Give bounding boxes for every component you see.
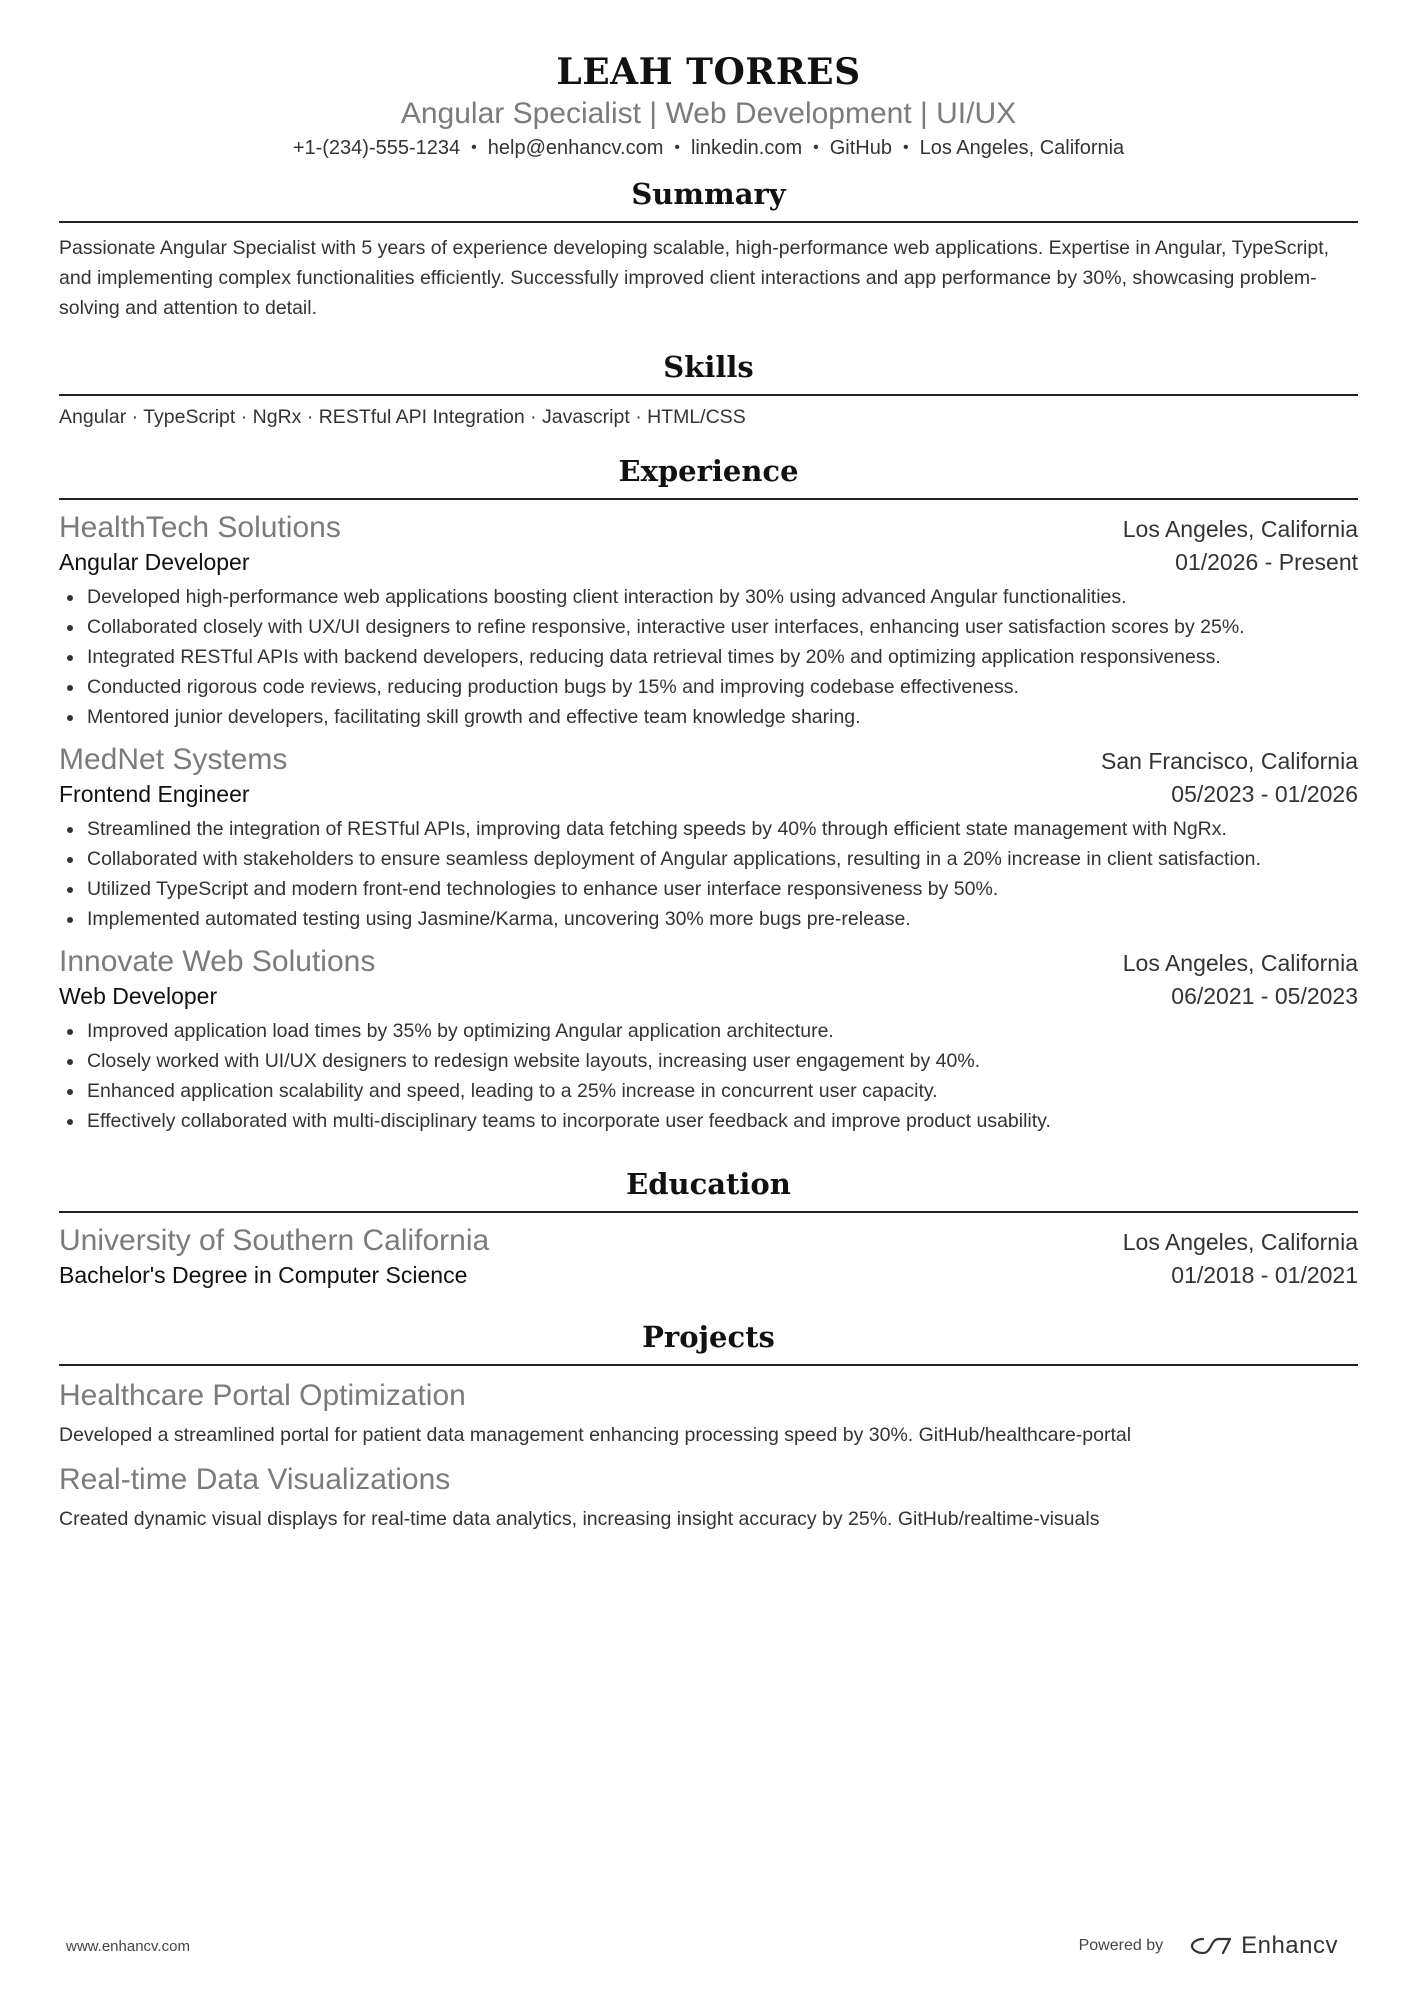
job-dates: 06/2021 - 05/2023 [1171,983,1358,1009]
project-name: Real-time Data Visualizations [59,1463,451,1496]
company-name: MedNet Systems [59,743,288,776]
page-footer [66,1932,1338,1960]
job-dates: 01/2026 - Present [1175,549,1358,575]
section-title-experience: Experience [59,453,1358,500]
brand[interactable] [1189,1932,1338,1960]
company-name: Innovate Web Solutions [59,945,376,978]
summary-text: Passionate Angular Specialist with 5 years of experience developing scalable, high-performance web applications. Expertise in Angular, TypeScript, and implementing complex functionalities efficiently. Successfully improved client interactions and app performance by 30%, showcasing problem-solving and attention to detail. [59,237,1330,319]
education-section [59,1166,1358,1291]
company-name: HealthTech Solutions [59,511,341,544]
job-title: Angular Developer [59,549,250,575]
education-dates: 01/2018 - 01/2021 [1171,1262,1358,1288]
education-entry [59,1223,1358,1291]
job-bullets [59,814,1358,934]
experience-section [59,453,1358,1136]
footer-url[interactable]: www.enhancv.com [66,1937,190,1955]
job-title: Frontend Engineer [59,781,250,807]
summary-section [59,176,1358,323]
job-bullet: Developed high-performance web applications boosting client interaction by 30% using advanced Angular functionalities. [59,582,1358,612]
brand-name: Enhancv [1241,1932,1338,1959]
job-bullets [59,582,1358,732]
experience-entry [59,944,1358,1136]
section-title-education: Education [59,1166,1358,1213]
job-bullet: Conducted rigorous code reviews, reducing production bugs by 15% and improving codebase effectiveness. [59,672,1358,702]
job-bullet: Improved application load times by 35% by optimizing Angular application architecture. [59,1016,1358,1046]
job-location: Los Angeles, California [1122,516,1358,542]
resume-header [59,52,1358,162]
enhancv-logo-icon [1189,1935,1233,1957]
contact-github[interactable]: GitHub [829,137,892,159]
job-bullet: Collaborated with stakeholders to ensure seamless deployment of Angular applications, resulting in a 20% increase in client satisfaction. [59,844,1358,874]
project-name: Healthcare Portal Optimization [59,1379,466,1412]
contact-phone[interactable]: +1-(234)-555-1234 [292,137,461,159]
section-title-summary: Summary [59,176,1358,223]
resume-page [59,52,1358,1534]
candidate-headline: Angular Specialist | Web Development | UI/UX [400,97,1017,130]
contact-line [59,134,1358,162]
school-name: University of Southern California [59,1224,490,1257]
contact-location: Los Angeles, California [919,137,1125,159]
skills-list: Angular · TypeScript · NgRx · RESTful API Integration · Javascript · HTML/CSS [59,406,746,428]
job-bullet: Mentored junior developers, facilitating skill growth and effective team knowledge sharing. [59,702,1358,732]
job-bullet: Integrated RESTful APIs with backend developers, reducing data retrieval times by 20% and optimizing application responsiveness. [59,642,1358,672]
degree: Bachelor's Degree in Computer Science [59,1262,468,1288]
job-bullets [59,1016,1358,1136]
job-bullet: Closely worked with UI/UX designers to redesign website layouts, increasing user engagement by 40%. [59,1046,1358,1076]
bullet-separator: • [471,139,477,156]
experience-entry [59,510,1358,732]
job-bullet: Implemented automated testing using Jasmine/Karma, uncovering 30% more bugs pre-release. [59,904,1358,934]
candidate-name: LEAH TORRES [556,51,861,93]
experience-entry [59,742,1358,934]
skills-section [59,349,1358,431]
bullet-separator: • [674,139,680,156]
contact-email[interactable]: help@enhancv.com [487,137,664,159]
job-bullet: Effectively collaborated with multi-disciplinary teams to incorporate user feedback and improve product usability. [59,1106,1358,1136]
project-description: Created dynamic visual displays for real-time data analytics, increasing insight accuracy by 25%. GitHub/realtime-visuals [59,1508,1100,1530]
job-bullet: Utilized TypeScript and modern front-end technologies to enhance user interface responsiveness by 50%. [59,874,1358,904]
section-title-projects: Projects [59,1319,1358,1366]
job-location: San Francisco, California [1101,748,1358,774]
projects-section [59,1319,1358,1534]
powered-by-label: Powered by [1078,1937,1164,1954]
job-bullet: Enhanced application scalability and speed, leading to a 25% increase in concurrent user capacity. [59,1076,1358,1106]
section-title-skills: Skills [59,349,1358,396]
job-dates: 05/2023 - 01/2026 [1171,781,1358,807]
job-bullet: Streamlined the integration of RESTful APIs, improving data fetching speeds by 40% through efficient state management with NgRx. [59,814,1358,844]
project-entry [59,1378,1358,1450]
project-description: Developed a streamlined portal for patient data management enhancing processing speed by 30%. GitHub/healthcare-portal [59,1424,1132,1446]
bullet-separator: • [813,139,819,156]
bullet-separator: • [903,139,909,156]
job-title: Web Developer [59,983,218,1009]
project-entry [59,1462,1358,1534]
job-bullet: Collaborated closely with UX/UI designers to refine responsive, interactive user interfaces, enhancing user satisfaction scores by 25%. [59,612,1358,642]
powered-by [1079,1932,1338,1960]
school-location: Los Angeles, California [1122,1229,1358,1255]
contact-linkedin[interactable]: linkedin.com [690,137,803,159]
job-location: Los Angeles, California [1122,950,1358,976]
